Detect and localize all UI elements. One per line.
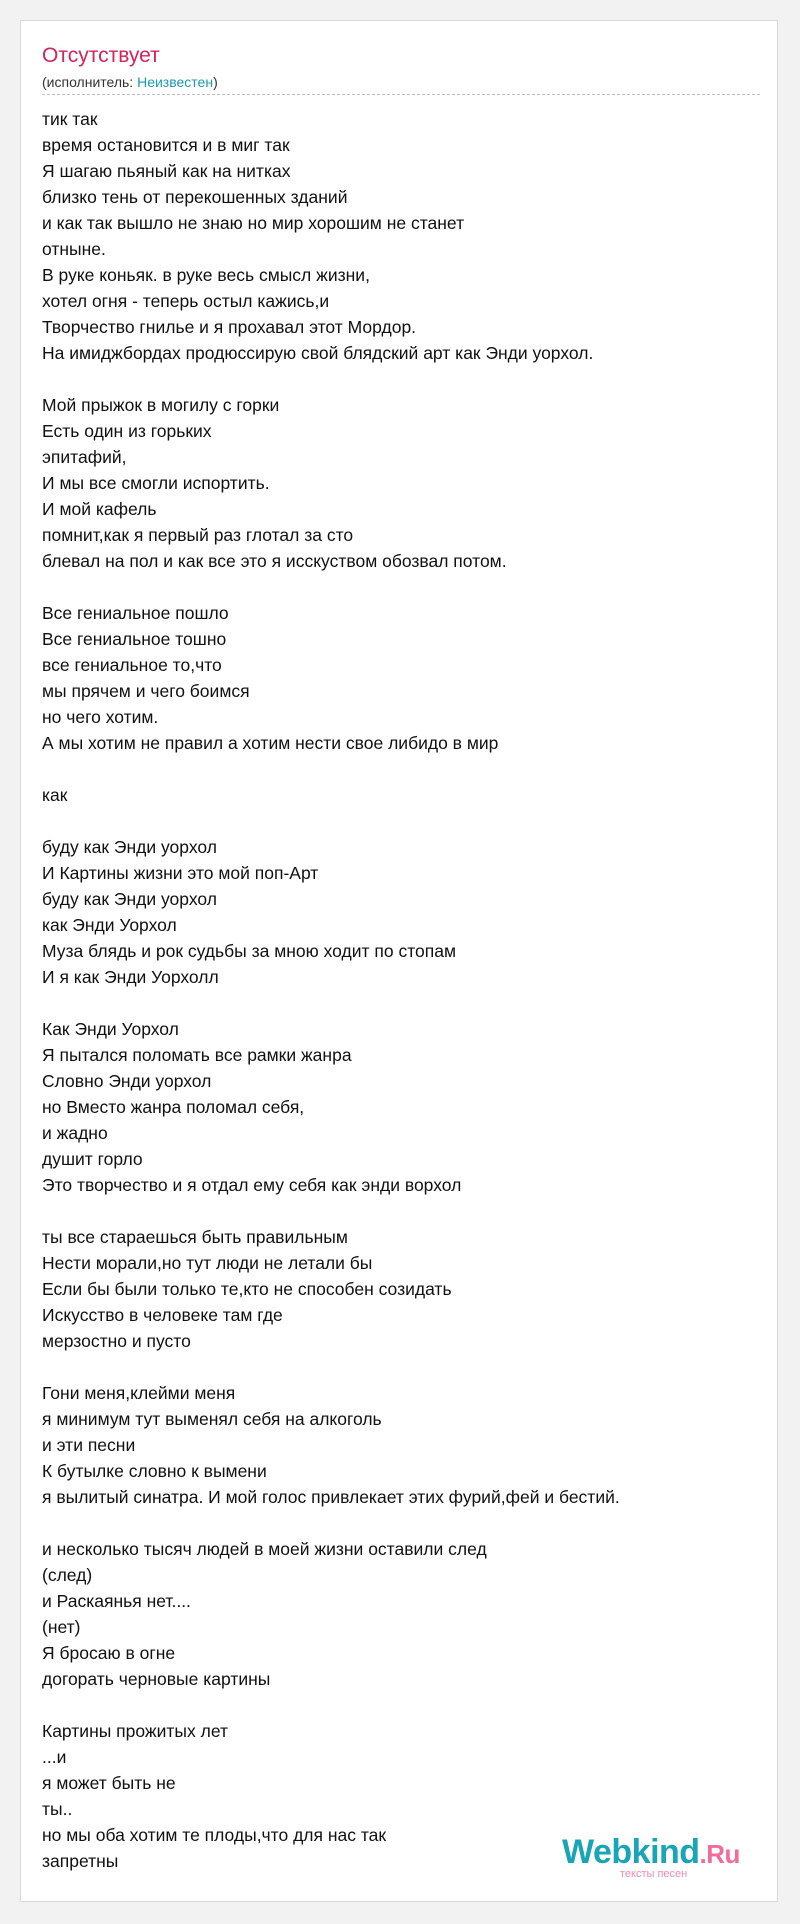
artist-prefix: (исполнитель: bbox=[42, 74, 138, 90]
lyric-line: отныне. bbox=[42, 239, 106, 259]
artist-link[interactable]: Неизвестен bbox=[137, 74, 214, 90]
lyric-line: Как Энди Уорхол bbox=[42, 1019, 179, 1039]
lyric-line: блевал на пол и как все это я исскуством обозвал потом. bbox=[42, 551, 507, 571]
lyric-line bbox=[42, 1692, 762, 1718]
lyric-line: и Раскаянья нет.... bbox=[42, 1591, 191, 1611]
lyrics-card bbox=[20, 20, 778, 1902]
logo-tagline: тексты песен bbox=[620, 1868, 688, 1880]
lyric-line: И Картины жизни это мой поп-Арт bbox=[42, 863, 319, 883]
webkind-logo[interactable] bbox=[562, 1832, 762, 1882]
lyric-line: мы прячем и чего боимся bbox=[42, 681, 250, 701]
lyric-line bbox=[42, 366, 762, 392]
logo-main-text: Webkind bbox=[562, 1833, 700, 1871]
lyric-line: как Энди Уорхол bbox=[42, 915, 177, 935]
lyric-line: мерзостно и пусто bbox=[42, 1331, 191, 1351]
lyric-line: В руке коньяк. в руке весь смысл жизни, bbox=[42, 265, 370, 285]
lyric-line: ты.. bbox=[42, 1799, 73, 1819]
lyric-line: Искусство в человеке там где bbox=[42, 1305, 283, 1325]
lyric-line: помнит,как я первый раз глотал за сто bbox=[42, 525, 354, 545]
lyric-line: душит горло bbox=[42, 1149, 143, 1169]
lyric-line: и как так вышло не знаю но мир хорошим не станет bbox=[42, 213, 465, 233]
lyric-line bbox=[42, 756, 762, 782]
lyric-line: Я бросаю в огне bbox=[42, 1643, 176, 1663]
song-title: Отсутствует bbox=[42, 44, 160, 67]
lyric-line: Это творчество и я отдал ему себя как энди ворхол bbox=[42, 1175, 462, 1195]
artist-suffix: ) bbox=[213, 74, 218, 90]
lyric-line: Я шагаю пьяный как на нитках bbox=[42, 161, 291, 181]
lyric-line: Муза блядь и рок судьбы за мною ходит по стопам bbox=[42, 941, 457, 961]
lyric-line: Если бы были только те,кто не способен созидать bbox=[42, 1279, 452, 1299]
lyric-line bbox=[42, 1198, 762, 1224]
lyric-line: Все гениальное пошло bbox=[42, 603, 229, 623]
lyric-line: И мы все смогли испортить. bbox=[42, 473, 270, 493]
lyric-line: Словно Энди уорхол bbox=[42, 1071, 212, 1091]
lyric-line: И мой кафель bbox=[42, 499, 157, 519]
lyric-line bbox=[42, 1354, 762, 1380]
lyric-line: хотел огня - теперь остыл кажись,и bbox=[42, 291, 330, 311]
lyric-line: эпитафий, bbox=[42, 447, 127, 467]
lyric-line bbox=[42, 990, 762, 1016]
lyric-line: Гони меня,клейми меня bbox=[42, 1383, 236, 1403]
lyric-line: и несколько тысяч людей в моей жизни оставили след bbox=[42, 1539, 487, 1559]
lyric-line: я может быть не bbox=[42, 1773, 176, 1793]
lyric-line bbox=[42, 1510, 762, 1536]
lyric-line: и эти песни bbox=[42, 1435, 136, 1455]
lyric-line bbox=[42, 574, 762, 600]
lyric-line: И я как Энди Уорхолл bbox=[42, 967, 219, 987]
lyric-line: как bbox=[42, 785, 68, 805]
lyric-line: Я пытался поломать все рамки жанра bbox=[42, 1045, 352, 1065]
lyric-line: я вылитый синатра. И мой голос привлекает этих фурий,фей и бестий. bbox=[42, 1487, 620, 1507]
lyric-line: и жадно bbox=[42, 1123, 108, 1143]
lyric-line: все гениальное то,что bbox=[42, 655, 222, 675]
lyric-line: догорать черновые картины bbox=[42, 1669, 271, 1689]
lyric-line: ты все стараешься быть правильным bbox=[42, 1227, 348, 1247]
lyric-line: запретны bbox=[42, 1851, 119, 1871]
lyric-line: Картины прожитых лет bbox=[42, 1721, 228, 1741]
lyric-line: тик так bbox=[42, 109, 98, 129]
lyric-line: ...и bbox=[42, 1747, 67, 1767]
lyric-line: но Вместо жанра поломал себя, bbox=[42, 1097, 305, 1117]
lyric-line: я минимум тут выменял себя на алкоголь bbox=[42, 1409, 382, 1429]
lyric-line: (нет) bbox=[42, 1617, 81, 1637]
lyric-line: близко тень от перекошенных зданий bbox=[42, 187, 348, 207]
lyric-line: Мой прыжок в могилу с горки bbox=[42, 395, 280, 415]
artist-line bbox=[42, 73, 218, 91]
lyrics-text bbox=[42, 106, 762, 1874]
lyric-line: Есть один из горьких bbox=[42, 421, 212, 441]
lyric-line: Нести морали,но тут люди не летали бы bbox=[42, 1253, 373, 1273]
lyric-line: время остановится и в миг так bbox=[42, 135, 290, 155]
lyric-line: (след) bbox=[42, 1565, 93, 1585]
lyric-line: Все гениальное тошно bbox=[42, 629, 227, 649]
lyric-line: К бутылке словно к вымени bbox=[42, 1461, 267, 1481]
lyric-line: но мы оба хотим те плоды,что для нас так bbox=[42, 1825, 387, 1845]
logo-tld: .Ru bbox=[699, 1839, 740, 1869]
lyric-line: А мы хотим не правил а хотим нести свое либидо в мир bbox=[42, 733, 499, 753]
lyric-line: Творчество гнилье и я прохавал этот Мордор. bbox=[42, 317, 417, 337]
header-divider bbox=[42, 94, 760, 95]
lyric-line: На имиджбордах продюссирую свой блядский арт как Энди уорхол. bbox=[42, 343, 594, 363]
lyric-line bbox=[42, 808, 762, 834]
lyric-line: но чего хотим. bbox=[42, 707, 159, 727]
lyric-line: буду как Энди уорхол bbox=[42, 889, 217, 909]
lyric-line: буду как Энди уорхол bbox=[42, 837, 217, 857]
